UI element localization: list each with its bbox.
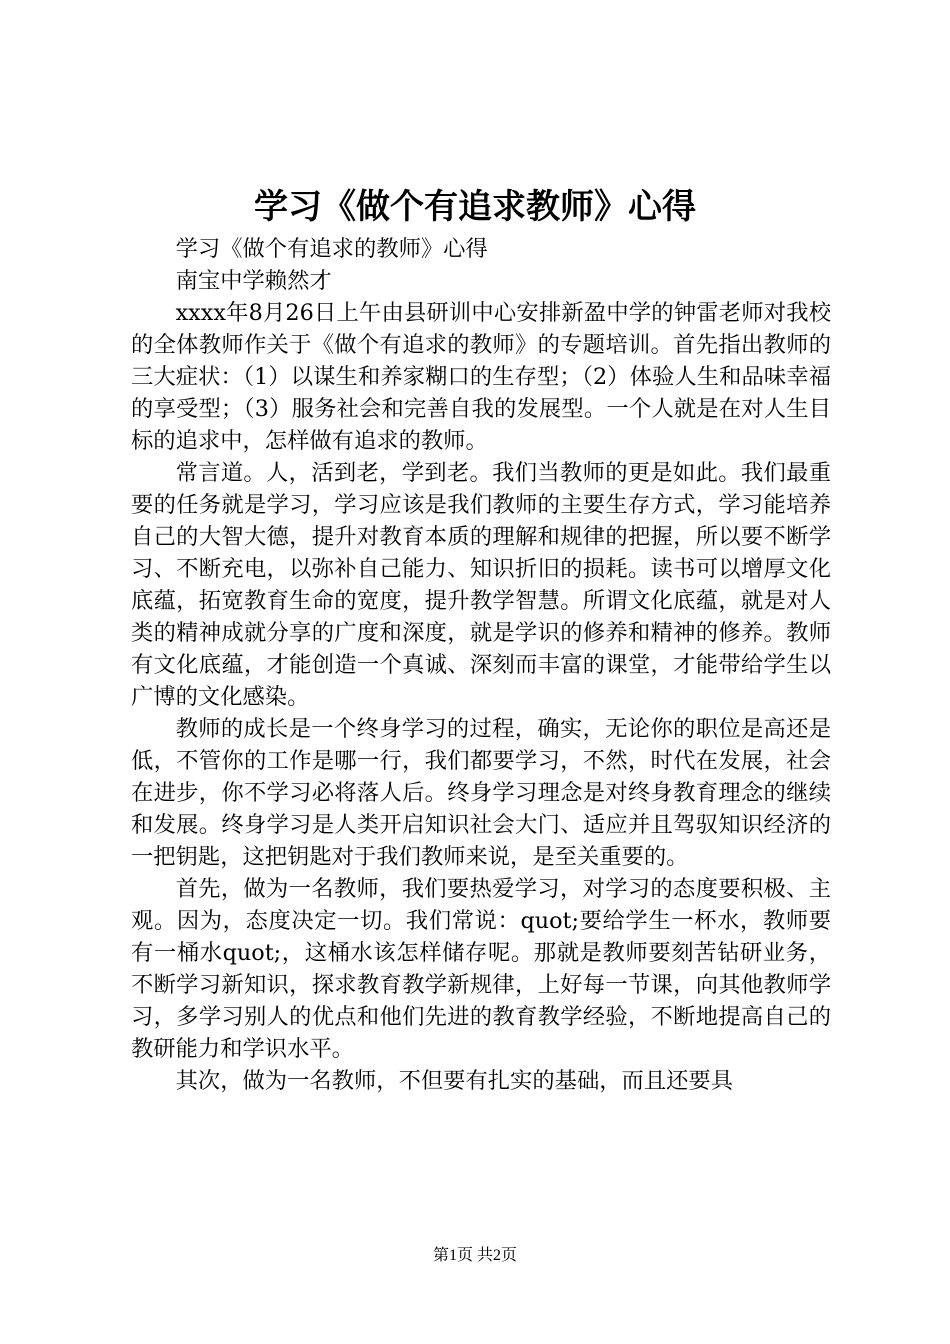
body-paragraph: 教师的成长是一个终身学习的过程，确实，无论你的职位是高还是低，不管你的工作是哪一行，我们都要学习，不然，时代在发展，社会在进步，你不学习必将落人后。终身学习理念是对终身教育理念的继续和发展。终身学习是人类开启知识社会大门、适应并且驾驭知识经济的一把钥匙，这把钥匙对于我们教师来说，是至关重要的。 (131, 716, 831, 870)
body-paragraph: xxxx年8月26日上午由县研训中心安排新盈中学的钟雷老师对我校的全体教师作关于《做个有追求的教师》的专题培训。首先指出教师的三大症状：（1）以谋生和养家糊口的生存型；（2）体验人生和品味幸福的享受型；（3）服务社会和完善自我的发展型。一个人就是在对人生目标的追求中，怎样做有追求的教师。 (131, 300, 831, 454)
document-title: 学习《做个有追求教师》心得 (254, 187, 696, 227)
body-paragraph: 首先，做为一名教师，我们要热爱学习，对学习的态度要积极、主观。因为，态度决定一切。我们常说：quot;要给学生一杯水，教师要有一桶水quot;，这桶水该怎样储存呢。那就是教师要刻苦钻研业务，不断学习新知识，探求教育教学新规律，上好每一节课，向其他教师学习，多学习别人的优点和他们先进的教育教学经验，不断地提高自己的教研能力和学识水平。 (131, 876, 831, 1062)
author-paragraph: 南宝中学赖然才 (175, 268, 332, 294)
body-paragraph: 常言道。人，活到老，学到老。我们当教师的更是如此。我们最重要的任务就是学习，学习应该是我们教师的主要生存方式，学习能培养自己的大智大德，提升对教育本质的理解和规律的把握，所以要不断学习、不断充电，以弥补自己能力、知识折旧的损耗。读书可以增厚文化底蕴，拓宽教育生命的宽度，提升教学智慧。所谓文化底蕴，就是对人类的精神成就分享的广度和深度，就是学识的修养和精神的修养。教师有文化底蕴，才能创造一个真诚、深刻而丰富的课堂，才能带给学生以广博的文化感染。 (131, 460, 831, 710)
document-body (131, 233, 831, 1097)
page-footer: 第1页 共2页 (432, 1247, 517, 1264)
subtitle-paragraph: 学习《做个有追求的教师》心得 (175, 236, 488, 262)
body-paragraph: 其次，做为一名教师，不但要有扎实的基础，而且还要具 (175, 1068, 734, 1094)
